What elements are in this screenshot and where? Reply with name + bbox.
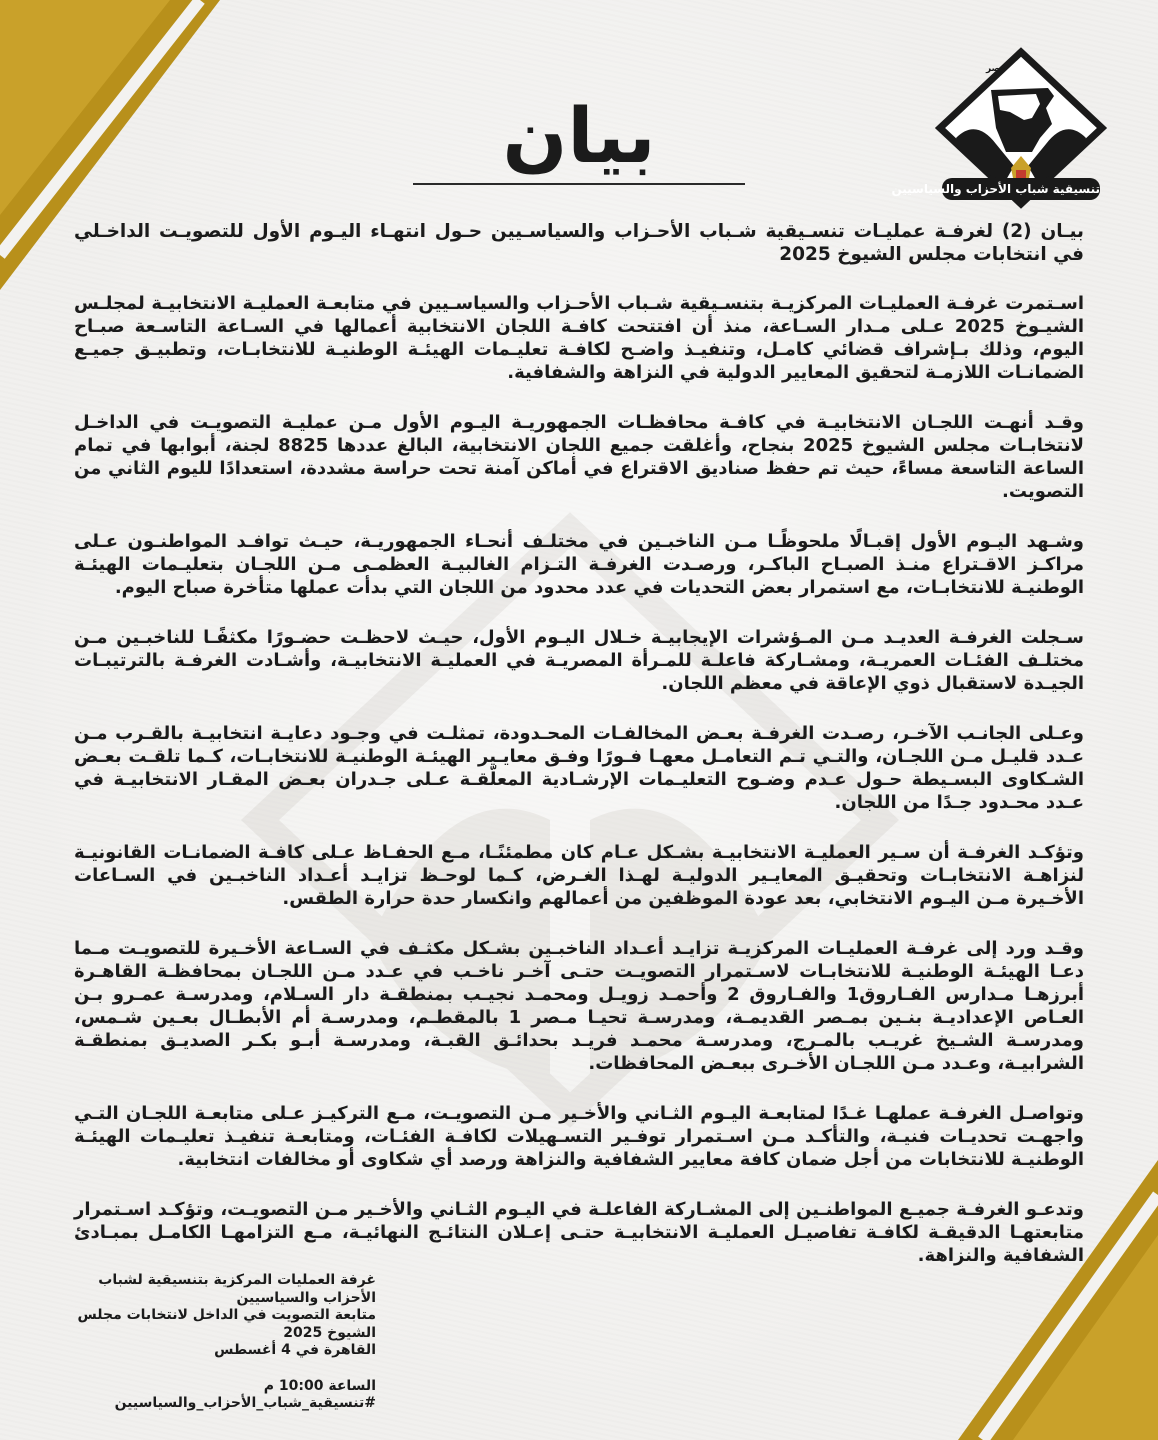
paragraph-8: وتواصـل الغرفـة عملهـا غـدًا لمتابعـة اليـوم الثـاني والأخـير مـن التصويـت، مـع التركيـز عـلى متابعـة اللجـان التـي واجهـت تحديـات فنيـة، والتأكـد مـن اسـتمرار توفـير التسـهيلات لكافـة الفئـات، ومتابعـة تنفيـذ تعليـمات الهيئـة الوطنيـة للانتخابات من أجل ضمان كافة معايير الشفافية والنزاهة ورصد أي شكاوى أو مخالفات انتخابية. [74, 1103, 1084, 1170]
signature-org: غرفة العمليات المركزية بتنسيقية لشباب الأحزاب والسياسيين [98, 1272, 376, 1306]
paragraph-7: وقـد ورد إلى غرفـة العمليـات المركزيـة تزايـد أعـداد الناخبـين بشـكل مكثـف في السـاعة الأخـيرة للتصويـت مـما دعـا الهيئـة الوطنيـة للانتخابـات لاسـتمرار التصويـت حتـى آخـر ناخـب في عـدد مـن اللجـان بمحافظـة القاهـرة أبرزهـا مـدارس الفـاروق1 والفـاروق 2 وأحمـد زويـل ومحمـد نجيـب بمنطقـة دار السـلام، ومدرسـة عمـرو بـن العـاص الإعداديـة بنـين بمـصر القديمـة، ومدرسـة تحيـا مـصر 1 بالمقطـم، ومدرسـة أم الأبطـال بعـين شـمس، ومدرسـة الشـيخ غريـب بالمـرج، ومدرسـة محمـد فريـد بحدائـق القبـة، ومدرسـة أبـو بكـر الصديـق بمنطقـة الشرابيـة، وعـدد مـن اللجـان الأخـرى ببعـض المحافظات. [74, 938, 1084, 1074]
signature-place-date: القاهرة في 4 أغسطس [214, 1342, 376, 1358]
paragraph-9: وتدعـو الغرفـة جميـع المواطنـين إلى المشـاركة الفاعلـة في اليـوم الثـاني والأخـير مـن التصويـت، وتؤكـد اسـتمرار متابعتهـا الدقيقـة لكافـة تفاصيـل العمليـة الانتخابيـة حتـى إعـلان النتائـج النهائيـة، مـع التزامهـا الكامـل بمبـادئ الشفافية والنزاهة. [74, 1199, 1084, 1266]
signature-time: الساعة 10:00 م [263, 1377, 376, 1394]
paragraph-1: اسـتمرت غرفـة العمليـات المركزيـة بتنسـيقية شـباب الأحـزاب والسياسـيين في متابعـة العمليـة الانتخابيـة لمجلـس الشيـوخ 2025 عـلى مـدار السـاعة، منذ أن افتتحت كافـة اللجان الانتخابية أعمالها في السـاعة التاسـعة صبـاح اليوم، وذلك بـإشراف قضائي كامـل، وتنفيـذ واضـح لكافـة تعليـمات الهيئـة الوطنيـة للانتخابـات، وتطبيـق جميـع الضمانـات اللازمـة لتحقيق المعايير الدولية في النزاهة والشفافية. [74, 293, 1084, 383]
signature-block [76, 1272, 376, 1413]
paragraph-5: وعـلى الجانـب الآخـر، رصـدت الغرفـة بعـض المخالفـات المحـدودة، تمثلـت في وجـود دعايـة انتخابيـة بالقـرب مـن عـدد قليـل مـن اللجـان، والتـي تـم التعامـل معهـا فـورًا وفـق معايـير الهيئـة الوطنيـة للانتخابـات، كـما تلقـت بعـض الشـكاوى البسـيطة حـول عـدم وضـوح التعليـمات الإرشـادية المعلّقـة عـلى جـدران بعـض المقـار الانتخابيـة في عـدد محـدود جـدًا من اللجان. [74, 723, 1084, 813]
title-underline [413, 183, 745, 185]
paragraph-4: سـجلت الغرفـة العديـد مـن المـؤشرات الإيجابيـة خـلال اليـوم الأول، حيـث لاحظـت حضـورًا مكثفًـا للناخبـين مـن مختلـف الفئـات العمريـة، ومشـاركة فاعلـة للمـرأة المصريـة في العمليـة الانتخابيـة، وأشـادت الغرفـة بالترتيبـات الجيـدة لاستقبال ذوي الإعاقة في معظم اللجان. [74, 627, 1084, 694]
paragraph-3: وشـهد اليـوم الأول إقبـالًا ملحوظًـا مـن الناخبـين في مختلـف أنحـاء الجمهوريـة، حيـث توافـد المواطنـون عـلى مراكـز الاقـتراع منـذ الصبـاح الباكـر، ورصـدت الغرفـة التـزام الغالبيـة العظمـى مـن اللجـان بتعليـمات الهيئـة الوطنيـة للانتخابـات، مع استمرار بعض التحديات في عدد محدود من اللجان التي بدأت عملها متأخرة صباح اليوم. [74, 531, 1084, 598]
page-title: بيان [502, 91, 656, 180]
paragraph-2: وقـد أنهـت اللجـان الانتخابيـة في كافـة محافظـات الجمهوريـة اليـوم الأول مـن عمليـة التصويـت في الداخـل لانتخابـات مجلس الشيوخ 2025 بنجاح، وأغلقت جميع اللجان الانتخابية، البالغ عددها 8825 لجنة، أبوابها في تمام الساعة التاسعة مساءً، حيث تم حفظ صناديق الاقتراع في أماكن آمنة تحت حراسة مشددة، استعدادًا لليوم الثاني من التصويت. [74, 412, 1084, 502]
signature-spacer [76, 1360, 376, 1378]
logo-caption: تنسيقية شباب الأحزاب والسياسيين [942, 178, 1100, 200]
map-label: مصر [985, 64, 1006, 74]
signature-subject: متابعة التصويت في الداخل لانتخابات مجلس الشيوخ 2025 [77, 1307, 376, 1341]
paragraph-6: وتؤكـد الغرفـة أن سـير العمليـة الانتخابيـة بشـكل عـام كان مطمئنًـا، مـع الحفـاظ عـلى كافـة الضمانـات القانونيـة لنزاهـة الانتخابـات وتحقيـق المعايـير الدوليـة لهـذا الغـرض، كـما لوحـظ تزايـد أعـداد الناخبـين في السـاعات الأخـيرة مـن اليـوم الانتخابي، بعد عودة الموظفين من أعمالهم وانكسار حدة حرارة الطقس. [74, 842, 1084, 909]
statement-body [74, 220, 1084, 1294]
hashtag: #تنسيقية_شباب_الأحزاب_والسياسيين [114, 1395, 376, 1411]
statement-headline: بيـان (2) لغرفـة عمليـات تنسـيقية شـباب الأحـزاب والسياسـيين حـول انتهـاء اليـوم الأول للتصويـت الداخـلي في انتخابات مجلس الشيوخ 2025 [74, 221, 1084, 265]
